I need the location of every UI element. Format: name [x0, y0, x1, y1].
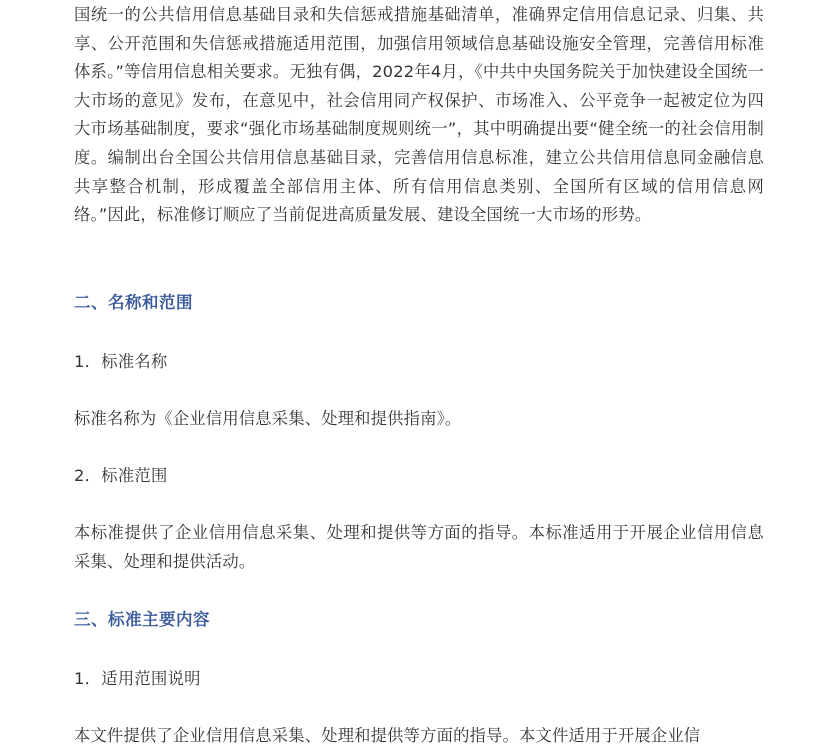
scope-description-title: 1．适用范围说明: [74, 669, 201, 688]
scope-description-text: 本文件提供了企业信用信息采集、处理和提供等方面的指导。本文件适用于开展企业信: [74, 726, 701, 745]
section-three-heading: 三、标准主要内容: [74, 610, 210, 629]
section-two-heading: 二、名称和范围: [74, 293, 193, 312]
standard-name-title: 1．标准名称: [74, 352, 168, 371]
standard-scope-title: 2．标准范围: [74, 466, 168, 485]
intro-paragraph: 国统一的公共信用信息基础目录和失信惩戒措施基础清单，准确界定信用信息记录、归集、共享、公开范围和失信惩戒措施适用范围，加强信用领域信息基础设施安全管理，完善信用标准体系。”等信用信息相关要求。无独有偶，2022年4月，《中共中央国务院关于加快建设全国统一大市场的意见》发布，在意见中，社会信用同产权保护、市场准入、公平竞争一起被定位为四大市场基础制度，要求“强化市场基础制度规则统一”，其中明确提出要“健全统一的社会信用制度。编制出台全国公共信用信息基础目录，完善信用信息标准，建立公共信用信息同金融信息共享整合机制，形成覆盖全部信用主体、所有信用信息类别、全国所有区域的信用信息网络。”因此，标准修订顺应了当前促进高质量发展、建设全国统一大市场的形势。: [74, 5, 764, 225]
standard-scope-text: 本标准提供了企业信用信息采集、处理和提供等方面的指导。本标准适用于开展企业信用信息采集、处理和提供活动。: [74, 523, 764, 571]
standard-name-text: 标准名称为《企业信用信息采集、处理和提供指南》。: [74, 409, 462, 428]
